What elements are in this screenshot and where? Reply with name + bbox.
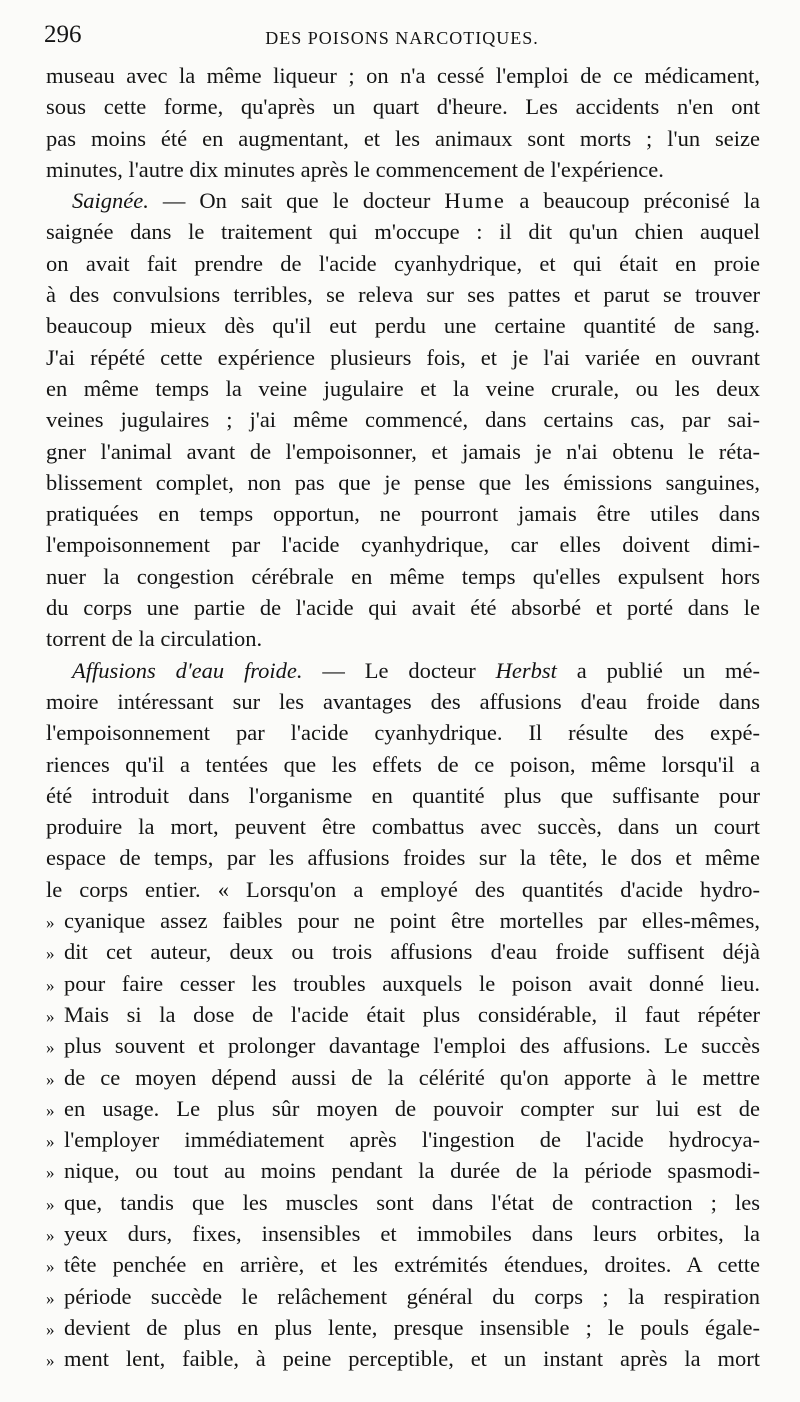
quote-mark: » [46,1257,55,1277]
quote-mark: » [46,913,55,933]
text-fragment: de ce moyen dépend aussi de la célérité qu'on apporte à le mettre [64,1064,760,1090]
quote-mark: » [46,1132,55,1152]
text-line: gner l'animal avant de l'empoisonner, et jamais je n'ai obtenu le réta- [46,438,760,464]
paragraph-start-affusions [46,655,760,686]
text-line: pas moins été en augmentant, et les animaux sont morts ; l'un seize [46,125,760,151]
quoted-line [46,1093,760,1124]
quoted-line [46,936,760,967]
text-fragment: en usage. Le plus sûr moyen de pouvoir compter sur lui est de [64,1095,760,1121]
quoted-line [46,1187,760,1218]
text-line: minutes, l'autre dix minutes après le commencement de l'expérience. [46,156,664,182]
text-line: produire la mort, peuvent être combattus avec succès, dans un court [46,814,760,840]
running-head [44,20,760,56]
paragraph-start-saignee [46,185,760,216]
text-fragment: a publié un mé- [556,657,760,683]
quoted-line [46,968,760,999]
quote-mark: » [46,1038,55,1058]
text-fragment: ment lent, faible, à peine perceptible, et un instant après la mort [64,1346,760,1372]
text-fragment: l'employer immédiatement après l'ingestion de l'acide hydrocya- [64,1127,760,1153]
text-line: en même temps la veine jugulaire et la veine crurale, ou les deux [46,375,760,401]
quoted-line [46,1124,760,1155]
quote-mark: » [46,975,55,995]
text-line: été introduit dans l'organisme en quantité plus que suffisante pour [46,782,760,808]
text-line: beaucoup mieux dès qu'il eut perdu une certaine quantité de sang. [46,313,760,339]
text-fragment: yeux durs, fixes, insensibles et immobiles dans leurs orbites, la [64,1220,760,1246]
quote-mark: » [46,1351,55,1371]
text-fragment: période succède le relâchement général du corps ; la respiration [64,1283,760,1309]
quoted-line [46,1281,760,1312]
quoted-line [46,1343,760,1374]
quoted-line [46,905,760,936]
quoted-line [46,999,760,1030]
text-fragment: cyanique assez faibles pour ne point être mortelles par elles-mêmes, [64,908,760,934]
quoted-line [46,1030,760,1061]
text-line: à des convulsions terribles, se releva sur ses pattes et parut se trouver [46,282,760,308]
text-fragment: a beaucoup préconisé la [505,188,760,214]
quote-mark: » [46,1194,55,1214]
page-number: 296 [44,21,82,48]
text-line: sous cette forme, qu'après un quart d'heure. Les accidents n'en ont [46,94,760,120]
text-line: museau avec la même liqueur ; on n'a cessé l'emploi de ce médicament, [46,63,760,88]
quoted-line [46,1155,760,1186]
author-name: Herbst [495,657,557,683]
text-line: l'empoisonnement par l'acide cyanhydrique, car elles doivent dimi- [46,532,760,558]
quote-mark: » [46,944,55,964]
text-line: nuer la congestion cérébrale en même temps qu'elles expulsent hors [46,563,760,589]
quote-mark: » [46,1069,55,1089]
text-line: le corps entier. « Lorsqu'on a employé des quantités d'acide hydro- [46,876,760,902]
text-fragment: dit cet auteur, deux ou trois affusions d'eau froide suffisent déjà [64,939,760,965]
author-name: Hume [444,188,506,214]
text-fragment: devient de plus en plus lente, presque insensible ; le pouls égale- [64,1314,760,1340]
running-title: DES POISONS NARCOTIQUES. [265,28,539,48]
text-line: du corps une partie de l'acide qui avait été absorbé et porté dans le [46,595,760,621]
text-fragment: plus souvent et prolonger davantage l'emploi des affusions. Le succès [64,1033,760,1059]
quote-mark: » [46,1225,55,1245]
text-fragment: que, tandis que les muscles sont dans l'état de contraction ; les [64,1189,760,1215]
quoted-line [46,1218,760,1249]
text-line: riences qu'il a tentées que les effets de ce poison, même lorsqu'il a [46,751,760,777]
text-fragment: pour faire cesser les troubles auxquels le poison avait donné lieu. [64,970,760,996]
quoted-line [46,1062,760,1093]
quote-mark: » [46,1100,55,1120]
text-line: torrent de la circulation. [46,626,263,652]
section-heading-saignee: Saignée. [72,188,149,214]
quote-mark: » [46,1006,55,1026]
text-line: moire intéressant sur les avantages des affusions d'eau froide dans [46,688,760,714]
text-line: saignée dans le traitement qui m'occupe : il dit qu'un chien auquel [46,219,760,245]
section-heading-affusions: Affusions d'eau froide. [72,657,303,683]
text-fragment: — On sait que le docteur [148,188,445,214]
quote-mark: » [46,1288,55,1308]
text-line: blissement complet, non pas que je pense que les émissions sanguines, [46,469,760,495]
text-line: J'ai répété cette expérience plusieurs fois, et je l'ai variée en ouvrant [46,344,760,370]
text-line: l'empoisonnement par l'acide cyanhydrique. Il résulte des expé- [46,720,760,746]
text-line: pratiquées en temps opportun, ne pourront jamais être utiles dans [46,501,760,527]
text-fragment: Mais si la dose de l'acide était plus considérable, il faut répéter [64,1001,760,1027]
quoted-line [46,1312,760,1343]
text-fragment: nique, ou tout au moins pendant la durée de la période spasmodi- [64,1158,760,1184]
body-text [46,60,760,1374]
text-line: espace de temps, par les affusions froides sur la tête, le dos et même [46,845,760,871]
quoted-line [46,1249,760,1280]
text-line: on avait fait prendre de l'acide cyanhydrique, et qui était en proie [46,250,760,276]
text-line: veines jugulaires ; j'ai même commencé, dans certains cas, par sai- [46,407,760,433]
text-fragment: tête penchée en arrière, et les extrémités étendues, droites. A cette [64,1252,760,1278]
text-fragment: — Le docteur [302,657,496,683]
quote-mark: » [46,1163,55,1183]
quote-mark: » [46,1319,55,1339]
